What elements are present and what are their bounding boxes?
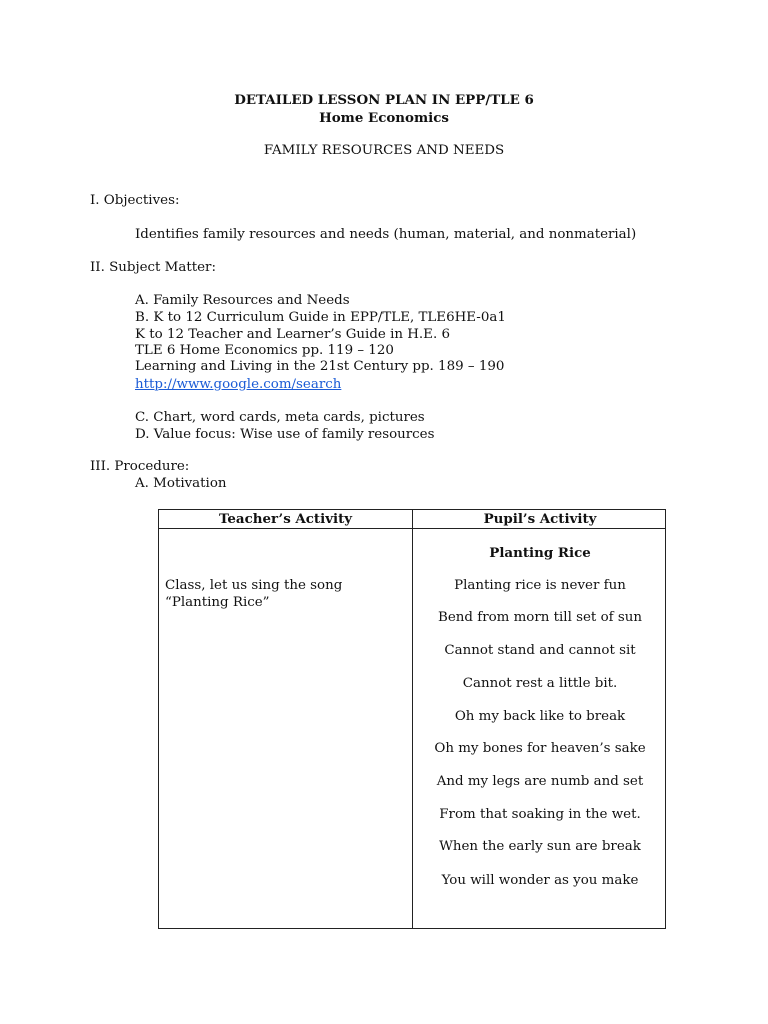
procedure-step: A. Motivation	[135, 476, 227, 491]
pupil-activity-header: Pupil’s Activity	[483, 511, 597, 527]
subject-matter-line: A. Family Resources and Needs	[135, 293, 350, 308]
teacher-instruction: Class, let us sing the song	[165, 578, 343, 593]
song-title: Planting Rice	[489, 545, 591, 561]
objectives-heading: I. Objectives:	[90, 193, 180, 208]
teacher-activity-header: Teacher’s Activity	[218, 511, 353, 527]
value-focus-line: D. Value focus: Wise use of family resources	[135, 427, 435, 442]
song-line: When the early sun are break	[439, 839, 641, 854]
table-header-divider	[159, 528, 665, 529]
subject-matter-line: K to 12 Teacher and Learner’s Guide in H.E. 6	[135, 327, 450, 342]
subject-matter-line: B. K to 12 Curriculum Guide in EPP/TLE, TLE6HE-0a1	[135, 310, 506, 325]
song-line: Planting rice is never fun	[454, 578, 626, 593]
song-line: Oh my bones for heaven’s sake	[434, 741, 646, 756]
reference-link[interactable]: http://www.google.com/search	[135, 377, 342, 392]
song-line: And my legs are numb and set	[436, 774, 644, 789]
document-subtitle: Home Economics	[319, 110, 449, 126]
subject-matter-line: Learning and Living in the 21st Century pp. 189 – 190	[135, 359, 505, 374]
song-line: From that soaking in the wet.	[439, 807, 641, 822]
document-title: DETAILED LESSON PLAN IN EPP/TLE 6	[234, 92, 534, 108]
song-line: Bend from morn till set of sun	[438, 610, 642, 625]
song-line: Cannot rest a little bit.	[462, 676, 618, 691]
song-line: Oh my back like to break	[454, 709, 626, 724]
subject-matter-heading: II. Subject Matter:	[90, 260, 216, 275]
teacher-instruction-song: “Planting Rice”	[165, 595, 270, 610]
lesson-topic: FAMILY RESOURCES AND NEEDS	[263, 143, 505, 158]
procedure-heading: III. Procedure:	[90, 459, 190, 474]
materials-line: C. Chart, word cards, meta cards, pictures	[135, 410, 425, 425]
objectives-text: Identifies family resources and needs (human, material, and nonmaterial)	[135, 227, 637, 242]
song-line: Cannot stand and cannot sit	[444, 643, 636, 658]
song-line: You will wonder as you make	[441, 873, 639, 888]
subject-matter-line: TLE 6 Home Economics pp. 119 – 120	[135, 343, 394, 358]
activity-table	[158, 509, 666, 929]
